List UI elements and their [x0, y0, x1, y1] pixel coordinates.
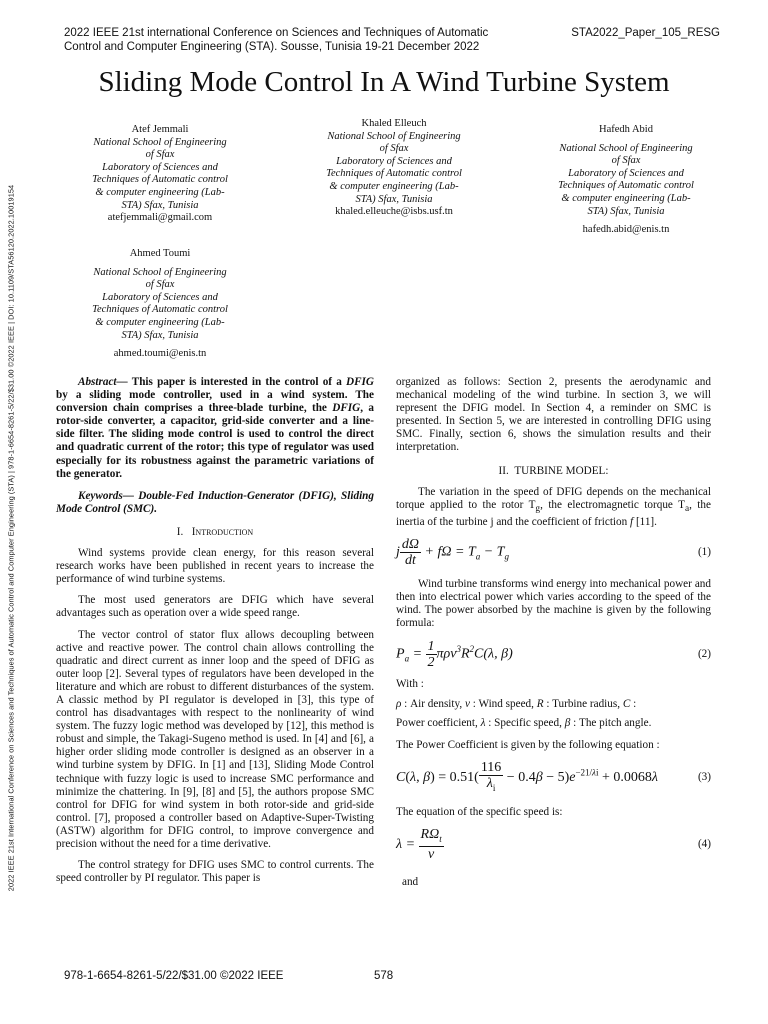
author-block-2: [304, 118, 484, 219]
equation-4-number: (4): [697, 837, 711, 850]
text-run: : Turbine radius,: [543, 697, 623, 710]
equation-3: [396, 760, 711, 796]
section-title: Introduction: [191, 525, 254, 538]
intro-paragraph: The vector control of stator flux allows decoupling between active and reactive power. The control chain allows controlling the quadratic and direct current as inner loop and the speed of DFIG as outer loop [2]. Several types of regulators have been developed in the literature and which are robust to different disturbances of the system. A classic method by PI regulator is developed in [3], this type of control has disadvantages with respect to the nonlinearity of wind system. The fuzzy logic method was developed by [12], this method is robust and simple, the Takagi-Sugeno method is used. In [4] and [6], a higher order sliding mode controller is designed as an observer in a wind turbine system by DFIG. In [1] and [13], Sliding Mode Control technique with fuzzy logic is used to increase SMC performance and minimize the chattering. In [9], [8] and [5], the authors propose SMC control for DFIG for wind system in both rotor-side and grid-side control. [7], proposed a controller based on Adaptive-Super-Twisting (ASTW) algorithm for DFIG control, to improve convergence and precision without the need for a time derivative.: [56, 628, 374, 850]
author-affiliation-line: of Sfax: [611, 155, 641, 167]
variation-paragraph: The variation in the speed of DFIG depends on the mechanical torque applied to the rotor $T_g$, the electromagnetic torque $T_a$, the inertia of the turbine j and the coefficient of friction f [11].: [396, 485, 711, 529]
conference-header: [64, 26, 544, 54]
author-affiliation-line: Laboratory of Sciences and: [568, 167, 684, 179]
author-affiliation-line: National School of Engineering: [327, 130, 461, 142]
text-run: , the electromagnetic torque T: [540, 498, 685, 511]
author-affiliation-line: STA) Sfax, Tunisia: [355, 193, 433, 205]
author-block-3: [536, 124, 716, 237]
abstract-text: This paper is interested in the control of a: [127, 376, 347, 388]
equation-3-number: (3): [697, 771, 711, 784]
keywords-label: Keywords—: [78, 489, 134, 502]
text-run: : Air density,: [404, 697, 465, 710]
author-affiliation-line: Laboratory of Sciences and: [102, 291, 218, 303]
equation-1-number: (1): [697, 546, 711, 559]
section-number: I.: [176, 525, 184, 538]
author-email: hafedh.abid@enis.tn: [582, 224, 670, 236]
equation-2: [396, 639, 711, 670]
section-heading-turbine-model: [396, 465, 711, 478]
abstract-dfig: DFIG: [332, 402, 361, 415]
section-heading-introduction: [56, 526, 374, 539]
author-affiliation-line: Techniques of Automatic control: [326, 168, 462, 180]
author-affiliation-line: National School of Engineering: [93, 266, 227, 278]
page-number: 578: [374, 970, 394, 982]
conference-line-1: 2022 IEEE 21st international Conference on Sciences and Techniques of Automatic: [64, 27, 489, 39]
author-affiliation-line: STA) Sfax, Tunisia: [587, 205, 665, 217]
text-run: : The pitch angle.: [570, 716, 652, 729]
specific-speed-paragraph: The equation of the specific speed is:: [396, 805, 563, 818]
equation-1-formula: j $\frac{d\Omega}{dt}$ + $f\Omega = T_a - T_g$: [396, 537, 509, 569]
abstract-text: by a sliding mode controller, used in a wind system. The conversion chain comprises a three-blade turbine, the: [56, 389, 374, 415]
author-affiliation-line: Laboratory of Sciences and: [102, 161, 218, 173]
equation-4-formula: λ = $\frac{R\Omega_t}{v}$: [396, 826, 442, 863]
wind-power-paragraph: Wind turbine transforms wind energy into mechanical power and then into electrical power which varies according to the speed of the wind. The power absorbed by the machine is given by the following formula:: [396, 578, 711, 630]
author-affiliation-line: Laboratory of Sciences and: [336, 155, 452, 167]
keywords-text: Double-Fed Induction-Generator (DFIG), Sliding Mode Control (SMC).: [56, 489, 374, 515]
author-affiliation-line: STA) Sfax, Tunisia: [121, 199, 199, 211]
section-number: II.: [498, 464, 509, 477]
author-email: atefjemmali@gmail.com: [107, 212, 213, 224]
side-metadata-strip: [4, 120, 18, 956]
author-affiliation-line: National School of Engineering: [93, 136, 227, 148]
text-run: : Wind speed,: [469, 697, 537, 710]
equation-2-formula: $P_a$ = $\frac{1}{2}$ $\pi\rho v^3R^2C(\lambda$, β): [396, 638, 513, 670]
author-affiliation-line: Techniques of Automatic control: [558, 180, 694, 192]
author-affiliation-line: of Sfax: [379, 143, 409, 155]
author-email: ahmed.toumi@enis.tn: [113, 348, 207, 360]
abstract-dfig: DFIG: [346, 376, 374, 388]
footer-isbn: 978-1-6654-8261-5/22/$31.00 ©2022 IEEE: [64, 970, 284, 982]
text-run: , the inertia of the turbine j and the coefficient of friction: [396, 498, 711, 529]
left-column: [56, 376, 374, 893]
text-run: : Specific speed,: [485, 716, 565, 729]
abstract-label: Abstract—: [78, 376, 128, 388]
and-text: and: [402, 876, 419, 889]
author-affiliation-line: Techniques of Automatic control: [92, 174, 228, 186]
author-name: Hafedh Abid: [599, 124, 653, 135]
text-run: Power coefficient,: [396, 716, 481, 729]
author-affiliation-line: STA) Sfax, Tunisia: [121, 329, 199, 341]
author-affiliation-line: & computer engineering (Lab-: [329, 180, 459, 192]
author-block-4: [70, 248, 250, 361]
author-name: Khaled Elleuch: [361, 118, 427, 129]
author-affiliation-line: & computer engineering (Lab-: [95, 186, 225, 198]
text-run: The variation in the speed of DFIG depends on the mechanical torque applied to the rotor T: [396, 485, 711, 511]
author-affiliation-line: Techniques of Automatic control: [92, 304, 228, 316]
intro-paragraph: The control strategy for DFIG uses SMC to control currents. The speed controller by PI regulator. This paper is: [56, 859, 374, 885]
text-run: [11].: [633, 516, 657, 529]
abstract: [56, 376, 374, 481]
author-affiliation-line: of Sfax: [145, 279, 175, 291]
right-column: [396, 376, 711, 898]
author-name: Ahmed Toumi: [129, 248, 191, 259]
power-coefficient-paragraph: The Power Coefficient is given by the following equation :: [396, 738, 660, 751]
author-affiliation-line: of Sfax: [145, 149, 175, 161]
author-affiliation-line: & computer engineering (Lab-: [95, 316, 225, 328]
author-affiliation-line: & computer engineering (Lab-: [561, 192, 691, 204]
intro-paragraph: Wind systems provide clean energy, for this reason several research works have been published in recent years to increase the performance of wind turbine systems.: [56, 547, 374, 586]
author-block-1: [70, 124, 250, 225]
equation-2-number: (2): [697, 647, 711, 660]
equation-1: [396, 537, 711, 568]
equation-4: [396, 827, 711, 863]
organization-paragraph: organized as follows: Section 2, presents the aerodynamic and mechanical modeling of the wind turbine. In section 3, we will represent the DFIG model. In Section 4, a reminder on SMC is presented. In Section 5, we are interested in controlling DFIG using SMC. Finally, section 6, shows the simulation results and their interpretation.: [396, 376, 711, 454]
section-title: TURBINE MODEL:: [514, 464, 609, 477]
side-metadata-text: 2022 IEEE 21st International Conference on Sciences and Techniques of Automatic Control and Computer Engineering (STA) | 978-1-6654-8261-5/22/$31.00 ©2022 IEEE | DOI: 10.1109/STA56120.2022.10019154: [6, 184, 16, 892]
text-run: :: [630, 697, 637, 710]
paper-title: Sliding Mode Control In A Wind Turbine System: [98, 66, 670, 98]
keywords: [56, 490, 374, 516]
author-email: khaled.elleuche@isbs.usf.tn: [335, 206, 453, 218]
equation-3-formula: C(λ, β) = 0.51( $\frac{116}{\lambda_i}$ − $0.4\beta - 5)e^{-21/\lambda i} + 0.0068\lambda$: [396, 759, 658, 793]
with-label: With :: [396, 677, 424, 690]
intro-paragraph: The most used generators are DFIG which have several advantages such as operation over a wide speed range.: [56, 594, 374, 620]
conference-line-2: Control and Computer Engineering (STA). Sousse, Tunisia 19-21 December 2022: [64, 41, 480, 53]
symbols-paragraph: ρ : Air density, v : Wind speed, R : Turbine radius, C : Power coefficient, λ : Specific speed, β : The pitch angle.: [396, 697, 652, 729]
author-affiliation-line: National School of Engineering: [559, 142, 693, 154]
author-name: Atef Jemmali: [131, 124, 189, 135]
abstract-text: , a rotor-side converter, a capacitor, grid-side converter and a line-side filter. The sliding mode control is used to control the direct and quadratic current of the rotor; this type of regulator was used especially for its robustness against the parametric variations of the generator.: [56, 402, 374, 480]
paper-id: STA2022_Paper_105_RESG: [571, 27, 720, 39]
